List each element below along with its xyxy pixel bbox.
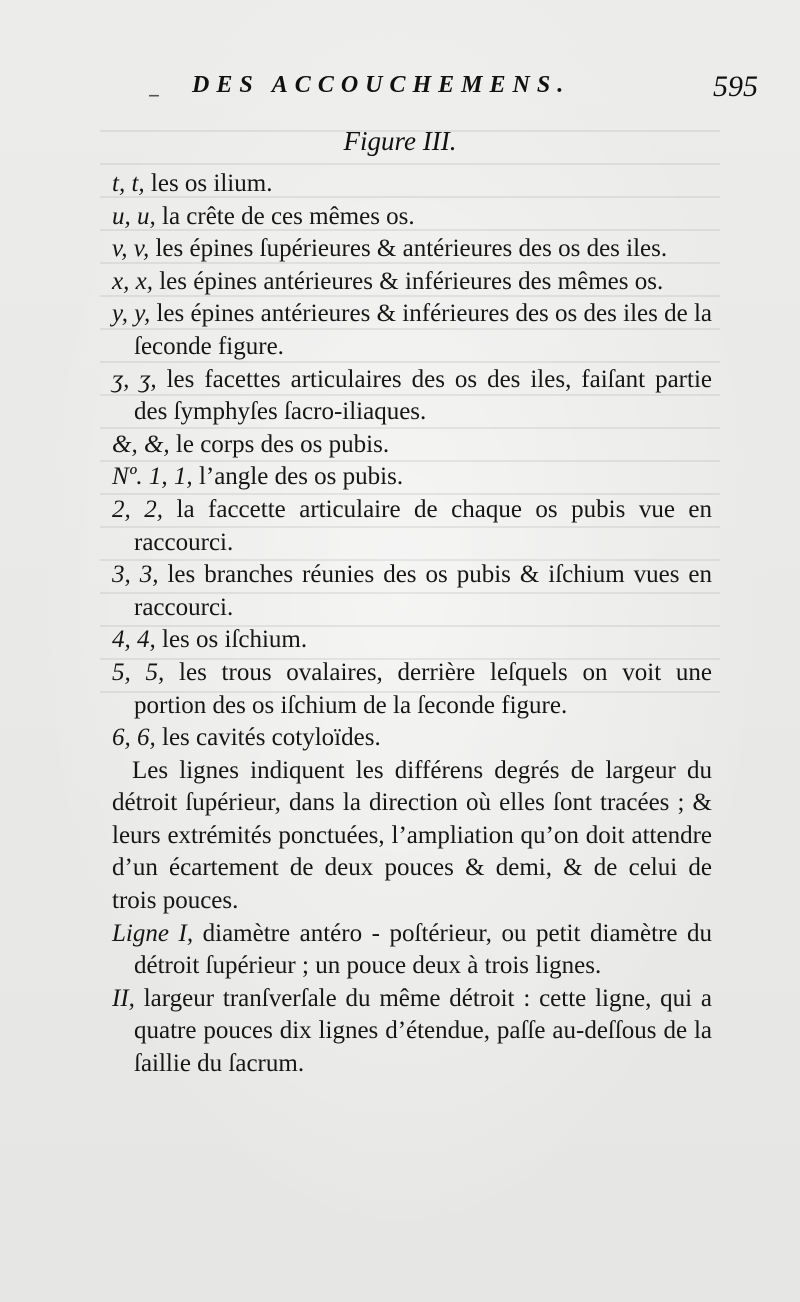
entry-key: 6, 6, bbox=[112, 724, 156, 752]
entry-key: u, u, bbox=[112, 202, 156, 230]
entry-key: v, v, bbox=[112, 235, 150, 263]
legend-entry bbox=[112, 461, 712, 494]
legend-entry bbox=[112, 657, 712, 722]
figure-title: Figure III. bbox=[343, 126, 457, 156]
legend-entry bbox=[112, 298, 712, 363]
entry-key: 3, 3, bbox=[112, 561, 159, 589]
entry-key: y, y, bbox=[112, 300, 151, 328]
header-dash: – bbox=[148, 80, 160, 108]
entry-key: ʒ, ʒ, bbox=[112, 365, 157, 393]
entry-text: la crête de ces mêmes os. bbox=[162, 202, 415, 230]
entry-key: 5, 5, bbox=[112, 658, 165, 686]
running-title: DES ACCOUCHEMENS. bbox=[192, 72, 571, 98]
entry-text: l’angle des os pubis. bbox=[198, 463, 404, 491]
line-text: diamètre antéro - poſtérieur, ou petit diamètre du détroit ſupérieur ; un pouce deux à trois lignes. bbox=[134, 919, 712, 980]
line-text: largeur tranſverſale du même détroit : cette ligne, qui a quatre pouces dix lignes d’étendue, paſſe au-deſſous de la ſaillie du ſacrum. bbox=[134, 984, 713, 1078]
legend-entry bbox=[112, 233, 712, 266]
entry-text: les cavités cotyloïdes. bbox=[162, 724, 381, 752]
entry-key: x, x, bbox=[112, 267, 153, 295]
entry-key: t, t, bbox=[112, 170, 145, 197]
entry-text: les épines ſupérieures & antérieures des os des iles. bbox=[155, 235, 668, 263]
legend-entry bbox=[112, 201, 712, 234]
running-head bbox=[100, 68, 760, 108]
entry-key: &, &, bbox=[112, 430, 170, 458]
legend-entry bbox=[112, 168, 712, 201]
legend-entry bbox=[112, 266, 712, 299]
entry-key: Nº. 1, 1, bbox=[112, 463, 193, 491]
entry-text: les trous ovalaires, derrière leſquels on voit une portion des os iſchium de la ſeconde figure. bbox=[134, 658, 713, 719]
entry-text: les branches réunies des os pubis & iſchium vues en raccourci. bbox=[134, 561, 713, 621]
legend-entry bbox=[112, 722, 712, 755]
line-entry bbox=[112, 983, 712, 1081]
page-number: 595 bbox=[713, 70, 758, 103]
entry-text: le corps des os pubis. bbox=[175, 430, 390, 458]
entry-text: la faccette articulaire de chaque os pubis vue en raccourci. bbox=[134, 495, 713, 556]
line-key: II, bbox=[112, 984, 135, 1012]
entry-key: 4, 4, bbox=[112, 626, 156, 654]
legend-entry bbox=[112, 624, 712, 657]
line-key: Ligne I, bbox=[112, 919, 194, 947]
line-entry bbox=[112, 918, 712, 983]
entry-text: les facettes articulaires des os des iles, faiſant partie des ſymphyſes ſacro-iliaques. bbox=[134, 365, 712, 426]
entry-text: les épines antérieures & inférieures des mêmes os. bbox=[159, 267, 664, 295]
legend-entry bbox=[112, 494, 712, 559]
legend-entry bbox=[112, 364, 712, 429]
entry-text: les os iſchium. bbox=[162, 626, 308, 654]
explanatory-paragraph: Les lignes indiquent les différens degrés de largeur du détroit ſupérieur, dans la direction où elles ſont tracées ; & leurs extrémités ponctuées, l’ampliation qu’on doit attendre d’un écartement de deux pouces & demi, & de celui de trois pouces. bbox=[112, 756, 712, 915]
entry-text: les os ilium. bbox=[150, 170, 273, 197]
entry-text: les épines antérieures & inférieures des os des iles de la ſeconde figure. bbox=[134, 300, 713, 360]
body-text bbox=[112, 168, 712, 1081]
legend-entry bbox=[112, 429, 712, 462]
entry-key: 2, 2, bbox=[112, 495, 163, 523]
legend-entry bbox=[112, 559, 712, 624]
